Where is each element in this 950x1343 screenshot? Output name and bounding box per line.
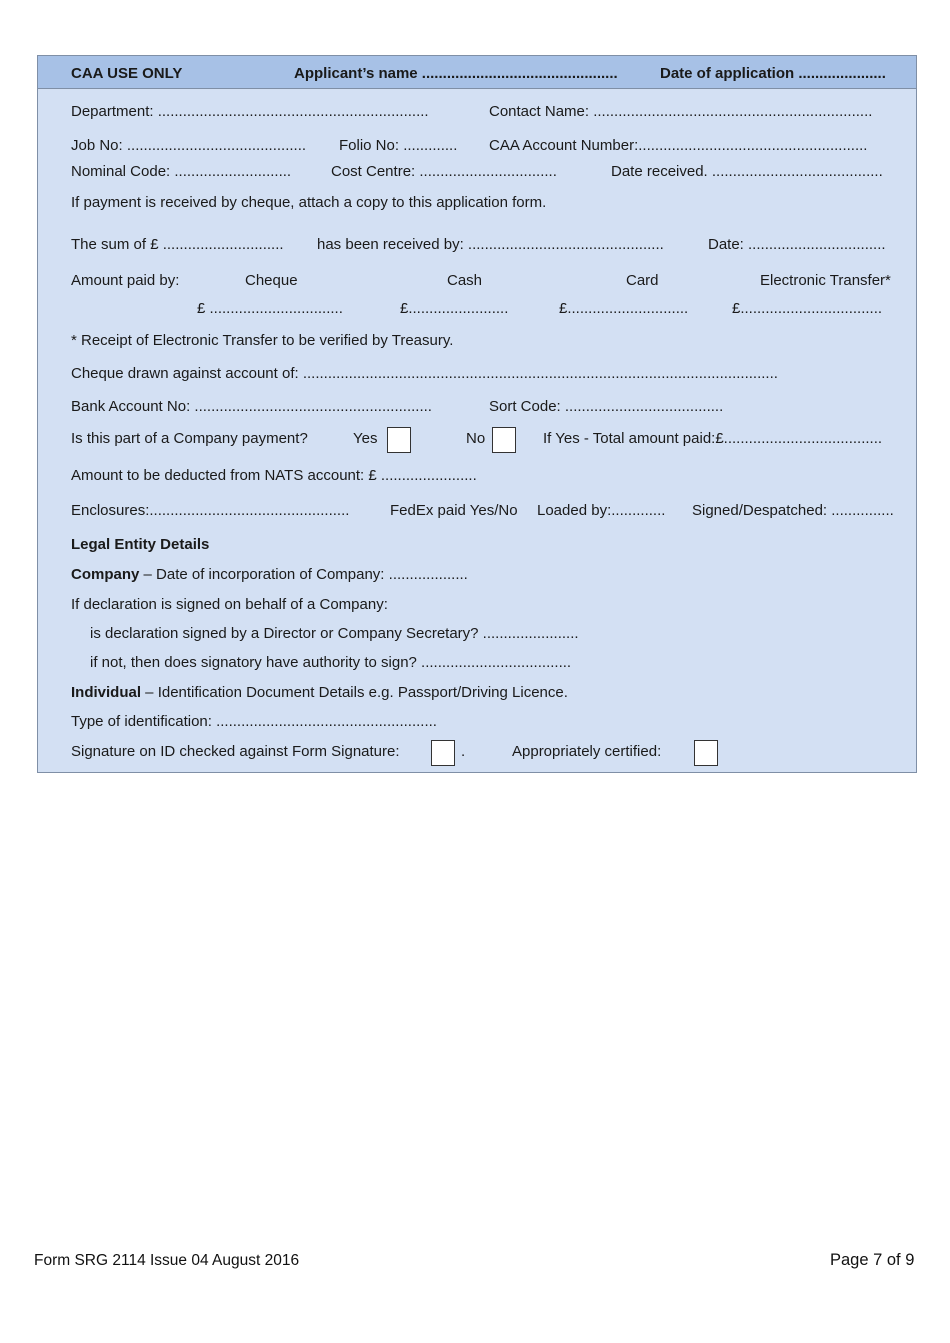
method-electronic-label: Electronic Transfer*: [760, 272, 891, 289]
date-of-application-field[interactable]: Date of application .....................: [660, 65, 886, 82]
amount-paid-by-label: Amount paid by:: [71, 272, 180, 289]
cost-centre-field[interactable]: Cost Centre: .................................: [331, 163, 557, 180]
authority-question-field[interactable]: if not, then does signatory have authority to sign? ....................................: [90, 654, 572, 671]
no-label: No: [466, 430, 486, 447]
contact-name-field[interactable]: Contact Name: ...................................................................: [489, 103, 873, 120]
individual-label: Individual: [71, 684, 142, 701]
signature-check-label: Signature on ID checked against Form Signature:: [71, 743, 400, 760]
date-field[interactable]: Date: .................................: [708, 236, 886, 253]
date-received-field[interactable]: Date received. .........................................: [611, 163, 883, 180]
caa-use-only-label: CAA USE ONLY: [71, 65, 183, 82]
company-incorporation-field[interactable]: – Date of incorporation of Company: ...................: [139, 566, 468, 583]
panel-header: [38, 56, 916, 89]
individual-row: [71, 684, 568, 702]
cheque-attach-note: If payment is received by cheque, attach a copy to this application form.: [71, 194, 547, 211]
type-of-identification-field[interactable]: Type of identification: .....................................................: [71, 713, 437, 730]
yes-label: Yes: [353, 430, 378, 447]
individual-text: – Identification Document Details e.g. Passport/Driving Licence.: [141, 684, 568, 701]
cheque-drawn-field[interactable]: Cheque drawn against account of: ..................................................................................................................: [71, 365, 778, 382]
legal-entity-heading: Legal Entity Details: [71, 536, 210, 553]
form-id-footer: Form SRG 2114 Issue 04 August 2016: [34, 1252, 300, 1269]
bank-account-field[interactable]: Bank Account No: .........................................................: [71, 398, 432, 415]
certified-label: Appropriately certified:: [512, 743, 662, 760]
job-no-field[interactable]: Job No: ...........................................: [71, 137, 307, 154]
department-field[interactable]: Department: .................................................................: [71, 103, 429, 120]
behalf-of-company-label: If declaration is signed on behalf of a Company:: [71, 596, 388, 613]
signature-check-checkbox[interactable]: [431, 740, 455, 766]
sort-code-field[interactable]: Sort Code: ......................................: [489, 398, 724, 415]
certified-checkbox[interactable]: [694, 740, 718, 766]
caa-account-number-field[interactable]: CAA Account Number:.......................................................: [489, 137, 868, 154]
method-cash-label: Cash: [447, 272, 483, 289]
fedex-paid-label: FedEx paid Yes/No: [390, 502, 518, 519]
cash-amount-field[interactable]: £........................: [400, 300, 509, 317]
company-payment-question: Is this part of a Company payment?: [71, 430, 308, 447]
nominal-code-field[interactable]: Nominal Code: ............................: [71, 163, 292, 180]
company-label: Company: [71, 566, 140, 583]
enclosures-field[interactable]: Enclosures:................................................: [71, 502, 350, 519]
cheque-amount-field[interactable]: £ ................................: [197, 300, 343, 317]
sum-of-field[interactable]: The sum of £ .............................: [71, 236, 284, 253]
method-cheque-label: Cheque: [245, 272, 298, 289]
page-number-footer: Page 7 of 9: [830, 1251, 915, 1269]
total-amount-paid-field[interactable]: If Yes - Total amount paid:£......................................: [543, 430, 883, 447]
no-checkbox[interactable]: [492, 427, 516, 453]
signature-check-dot: .: [461, 743, 466, 760]
electronic-transfer-note: * Receipt of Electronic Transfer to be verified by Treasury.: [71, 332, 454, 349]
folio-no-field[interactable]: Folio No: .............: [339, 137, 458, 154]
director-question-field[interactable]: is declaration signed by a Director or Company Secretary? .......................: [90, 625, 579, 642]
received-by-field[interactable]: has been received by: ...............................................: [317, 236, 664, 253]
loaded-by-field[interactable]: Loaded by:.............: [537, 502, 666, 519]
applicant-name-field[interactable]: Applicant’s name ...............................................: [294, 65, 618, 82]
signed-despatched-field[interactable]: Signed/Despatched: ...............: [692, 502, 894, 519]
card-amount-field[interactable]: £.............................: [559, 300, 689, 317]
yes-checkbox[interactable]: [387, 427, 411, 453]
company-incorporation-row: [71, 566, 468, 584]
nats-deduction-field[interactable]: Amount to be deducted from NATS account: £ .......................: [71, 467, 477, 484]
method-card-label: Card: [626, 272, 659, 289]
electronic-amount-field[interactable]: £..................................: [732, 300, 883, 317]
